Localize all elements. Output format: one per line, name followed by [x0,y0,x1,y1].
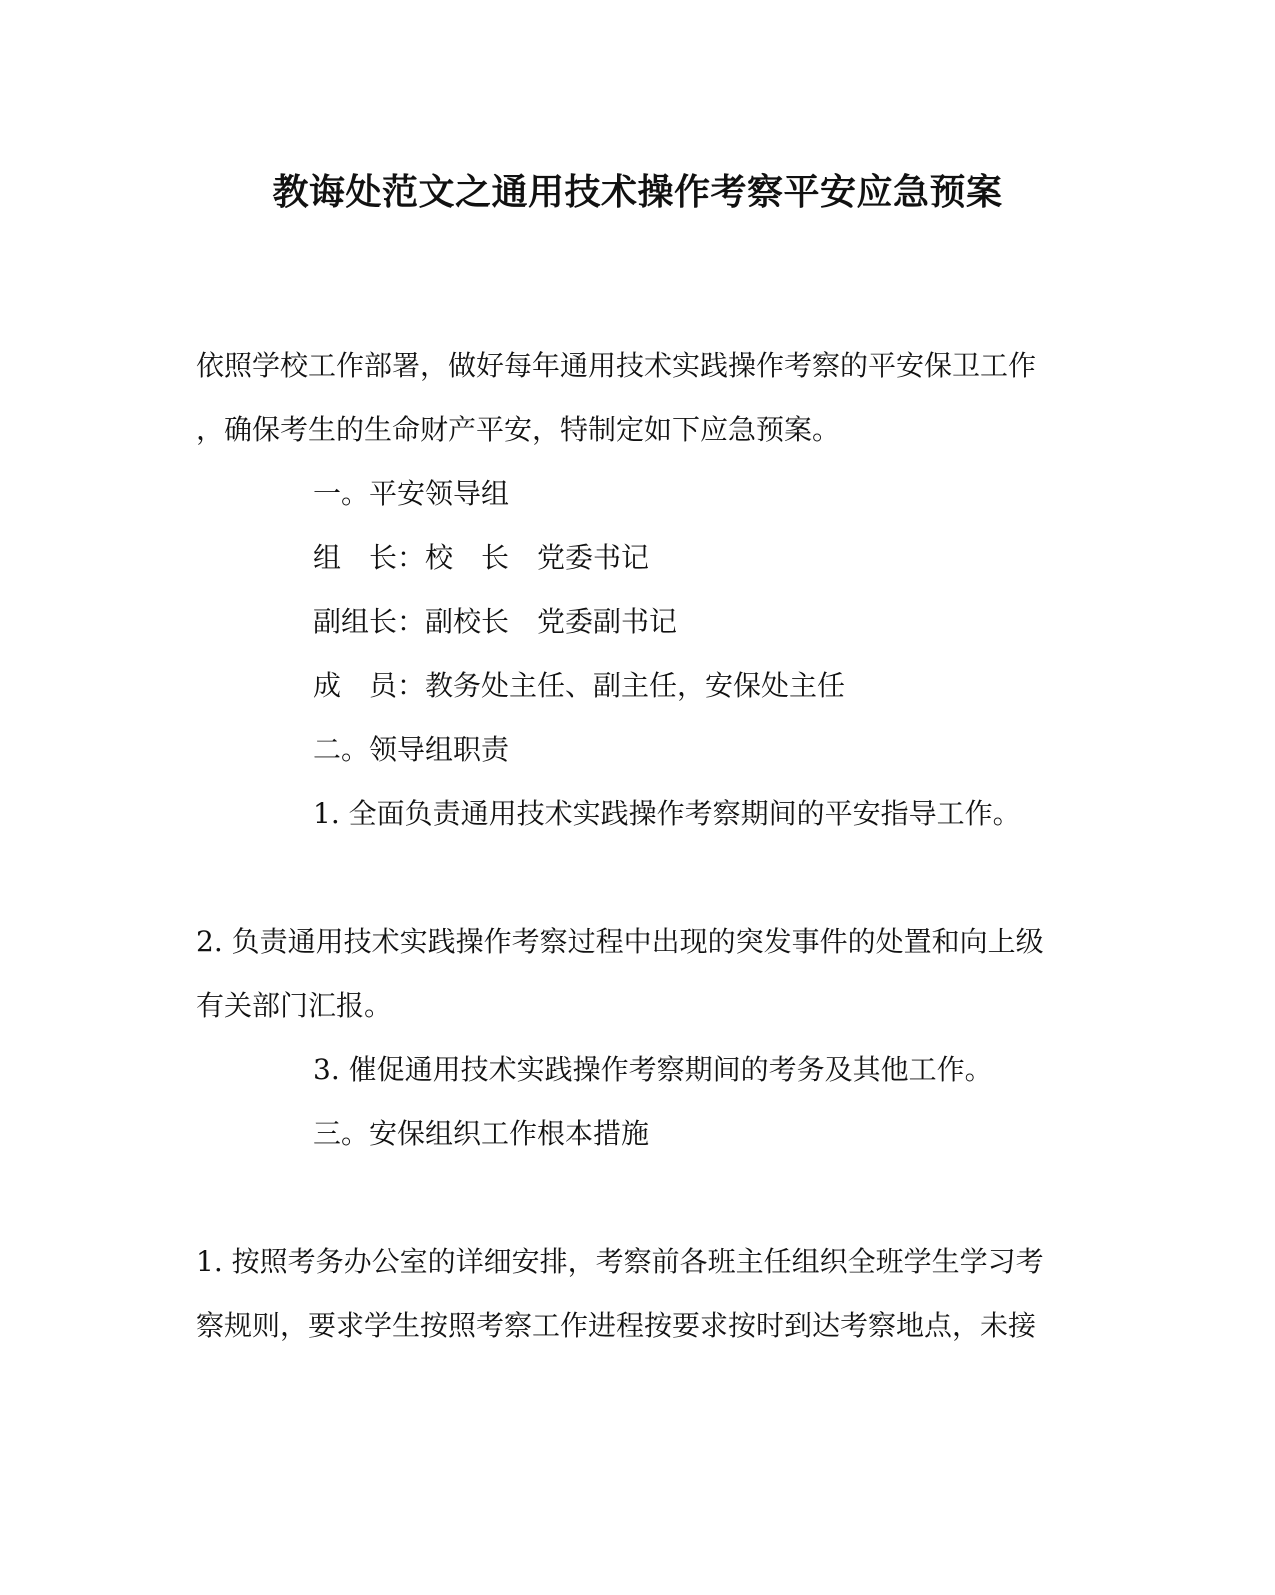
list-item: 2. 负责通用技术实践操作考察过程中出现的突发事件的处置和向上级 [196,925,1044,958]
list-item: 1. 全面负责通用技术实践操作考察期间的平安指导工作。 [313,797,1021,830]
paragraph-line: 依照学校工作部署，做好每年通用技术实践操作考察的平安保卫工作 [196,349,1037,382]
paragraph-line: 察规则，要求学生按照考察工作进程按要求按时到达考察地点，未接 [196,1309,1037,1342]
list-item: 1. 按照考务办公室的详细安排，考察前各班主任组织全班学生学习考 [196,1245,1044,1278]
section-heading-2: 二。领导组职责 [313,733,510,766]
document-title: 教诲处范文之通用技术操作考察平安应急预案 [272,171,1003,213]
paragraph-line: 有关部门汇报。 [196,989,393,1022]
list-item: 3. 催促通用技术实践操作考察期间的考务及其他工作。 [313,1053,993,1086]
deputy-leader-row: 副组长：副校长 党委副书记 [313,605,678,638]
members-row: 成 员：教务处主任、副主任，安保处主任 [313,669,846,702]
section-heading-1: 一。平安领导组 [313,477,510,510]
paragraph-line: ，确保考生的生命财产平安，特制定如下应急预案。 [196,413,841,446]
leader-row: 组 长：校 长 党委书记 [313,541,650,574]
section-heading-3: 三。安保组织工作根本措施 [313,1117,650,1150]
